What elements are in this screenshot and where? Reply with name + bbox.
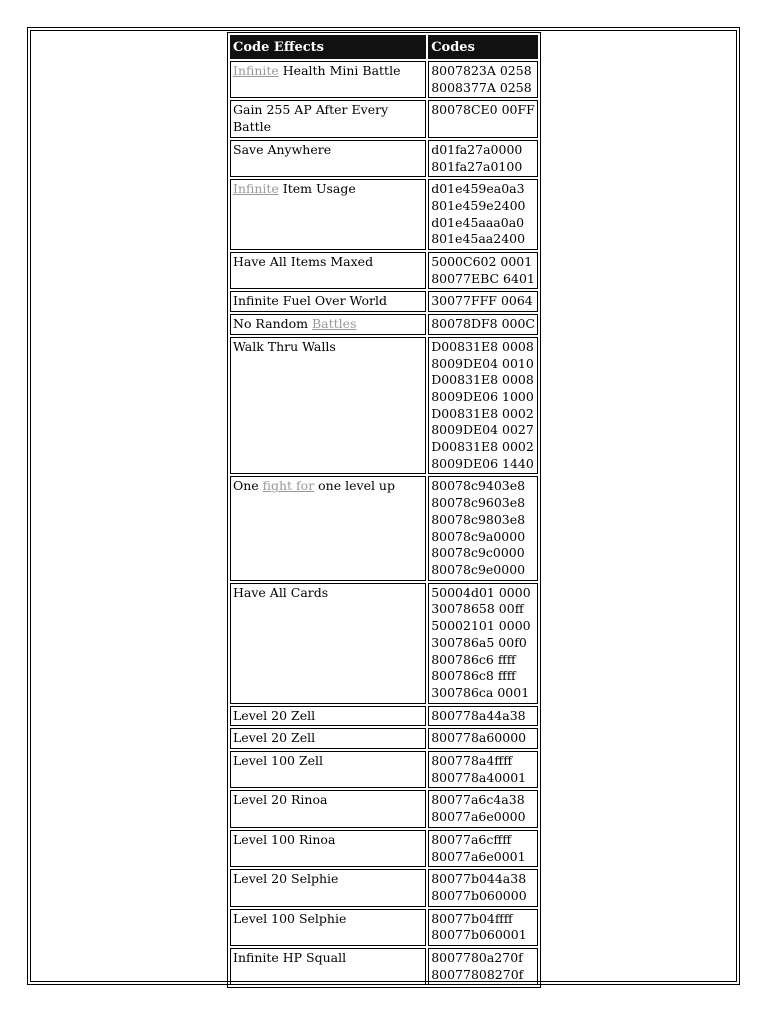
code-line: 800786c8 ffff	[431, 668, 516, 684]
code-line: 800778a4ffff	[431, 753, 513, 769]
table-row	[230, 100, 538, 137]
code-line: 80078CE0 00FF	[431, 102, 535, 118]
code-line: 80077b044a38	[431, 871, 527, 887]
code-effect-cell	[230, 291, 426, 312]
code-line: D00831E8 0008	[431, 372, 534, 388]
table-body	[230, 61, 538, 985]
keyword-link[interactable]: Infinite	[233, 63, 279, 78]
effect-text: No Random	[233, 316, 312, 332]
code-effect-cell	[230, 728, 426, 749]
code-effect-cell	[230, 869, 426, 906]
code-line: 80078c9803e8	[431, 511, 526, 527]
table-row	[230, 790, 538, 827]
codes-cell	[428, 790, 538, 827]
effect-text: Gain 255 AP After Every Battle	[233, 102, 389, 135]
codes-cell	[428, 252, 538, 289]
table-row	[230, 252, 538, 289]
code-line: 300786ca 0001	[431, 684, 530, 700]
code-line: 80078c9c0000	[431, 545, 525, 561]
code-line: 80077a6c4a38	[431, 792, 525, 808]
code-line: 800778a40001	[431, 769, 527, 785]
header-codes: Codes	[428, 35, 538, 59]
table-row	[230, 830, 538, 867]
codes-cell	[428, 751, 538, 788]
code-line: 300786a5 00f0	[431, 634, 527, 650]
code-line: 800778a60000	[431, 730, 527, 746]
code-effect-cell	[230, 140, 426, 177]
table-row	[230, 869, 538, 906]
effect-text: Level 20 Zell	[233, 730, 316, 746]
code-line: D00831E8 0002	[431, 439, 534, 455]
codes-cell	[428, 100, 538, 137]
table-row	[230, 728, 538, 749]
header-code-effects: Code Effects	[230, 35, 426, 59]
code-effect-cell	[230, 706, 426, 727]
code-line: 8009DE04 0010	[431, 355, 534, 371]
codes-cell	[428, 869, 538, 906]
effect-text: Walk Thru Walls	[233, 338, 336, 354]
effect-text: Level 20 Rinoa	[233, 792, 328, 808]
codes-cell	[428, 291, 538, 312]
keyword-link[interactable]: fight for	[262, 478, 315, 494]
code-line: 80077808270f	[431, 966, 524, 982]
code-effect-cell	[230, 909, 426, 946]
code-line: 50004d01 0000	[431, 584, 531, 600]
code-line: D00831E8 0008	[431, 338, 534, 354]
codes-cell	[428, 830, 538, 867]
table-row	[230, 140, 538, 177]
code-line: 800786c6 ffff	[431, 651, 516, 667]
code-line: 80078c9e0000	[431, 561, 526, 577]
code-line: d01fa27a0000	[431, 141, 523, 157]
code-line: 30078658 00ff	[431, 601, 524, 617]
code-line: 50002101 0000	[431, 618, 531, 634]
codes-cell	[428, 140, 538, 177]
effect-text: Health Mini Battle	[278, 63, 401, 78]
codes-cell	[428, 314, 538, 335]
table-row	[230, 476, 538, 580]
codes-cell	[428, 476, 538, 580]
code-effect-cell	[230, 179, 426, 250]
codes-cell	[428, 583, 538, 704]
table-row	[230, 948, 538, 985]
code-effect-cell	[230, 830, 426, 867]
code-line: d01e459ea0a3	[431, 181, 525, 197]
code-effect-cell	[230, 61, 426, 98]
effect-text: Level 100 Zell	[233, 753, 324, 769]
code-line: 8009DE06 1440	[431, 455, 534, 471]
code-effect-cell	[230, 751, 426, 788]
code-effect-cell	[230, 790, 426, 827]
keyword-link[interactable]: Battles	[312, 316, 357, 332]
code-line: 8009DE06 1000	[431, 388, 534, 404]
effect-text: Infinite HP Squall	[233, 950, 347, 966]
code-effect-cell	[230, 314, 426, 335]
code-line: 8009DE04 0027	[431, 422, 534, 438]
table-row	[230, 337, 538, 475]
effect-text: one level up	[314, 478, 395, 494]
code-line: 801e45aa2400	[431, 231, 526, 247]
code-line: 80077b04ffff	[431, 910, 513, 926]
effect-text: Level 100 Rinoa	[233, 831, 336, 847]
code-line: 80078c9403e8	[431, 478, 526, 494]
code-line: 800778a44a38	[431, 707, 526, 723]
effect-text: One	[233, 478, 263, 494]
code-line: D00831E8 0002	[431, 405, 534, 421]
codes-cell	[428, 909, 538, 946]
codes-cell	[428, 728, 538, 749]
code-line: 5000C602 0001	[431, 254, 533, 270]
code-line: 30077FFF 0064	[431, 293, 533, 309]
codes-cell	[428, 179, 538, 250]
code-effect-cell	[230, 252, 426, 289]
code-line: 80077a6e0001	[431, 848, 526, 864]
code-line: 80077a6e0000	[431, 809, 526, 825]
code-effect-cell	[230, 100, 426, 137]
table-row	[230, 909, 538, 946]
codes-cell	[428, 337, 538, 475]
keyword-link[interactable]: Infinite	[233, 181, 279, 197]
code-line: 801fa27a0100	[431, 158, 523, 174]
codes-cell	[428, 61, 538, 98]
code-line: 80077b060000	[431, 887, 527, 903]
effect-text: Have All Cards	[233, 584, 329, 600]
code-line: 80077a6cffff	[431, 831, 512, 847]
code-line: 8007823A 0258	[431, 63, 532, 78]
code-effect-cell	[230, 476, 426, 580]
table-row	[230, 179, 538, 250]
code-effect-cell	[230, 337, 426, 475]
codes-cell	[428, 706, 538, 727]
code-line: 80078c9a0000	[431, 528, 526, 544]
table-row	[230, 291, 538, 312]
code-line: 80077EBC 6401	[431, 270, 535, 286]
code-effect-cell	[230, 583, 426, 704]
code-line: 80077b060001	[431, 927, 527, 943]
table-row	[230, 706, 538, 727]
code-line: 80078c9603e8	[431, 495, 526, 511]
effect-text: Item Usage	[278, 181, 356, 197]
code-line: 8007780a270f	[431, 950, 523, 966]
table-row	[230, 751, 538, 788]
effect-text: Level 20 Selphie	[233, 871, 339, 887]
effect-text: Infinite Fuel Over World	[233, 293, 388, 309]
table-row	[230, 314, 538, 335]
cheat-codes-table	[227, 32, 541, 988]
table-row	[230, 61, 538, 98]
codes-cell	[428, 948, 538, 985]
code-line: 8008377A 0258	[431, 79, 532, 95]
effect-text: Save Anywhere	[233, 141, 332, 157]
table-row	[230, 583, 538, 704]
code-effect-cell	[230, 948, 426, 985]
effect-text: Level 20 Zell	[233, 707, 316, 723]
effect-text: Level 100 Selphie	[233, 910, 347, 926]
code-line: d01e45aaa0a0	[431, 214, 525, 230]
table-header-row	[230, 35, 538, 59]
effect-text: Have All Items Maxed	[233, 254, 374, 270]
code-line: 801e459e2400	[431, 197, 526, 213]
code-line: 80078DF8 000C	[431, 316, 535, 332]
